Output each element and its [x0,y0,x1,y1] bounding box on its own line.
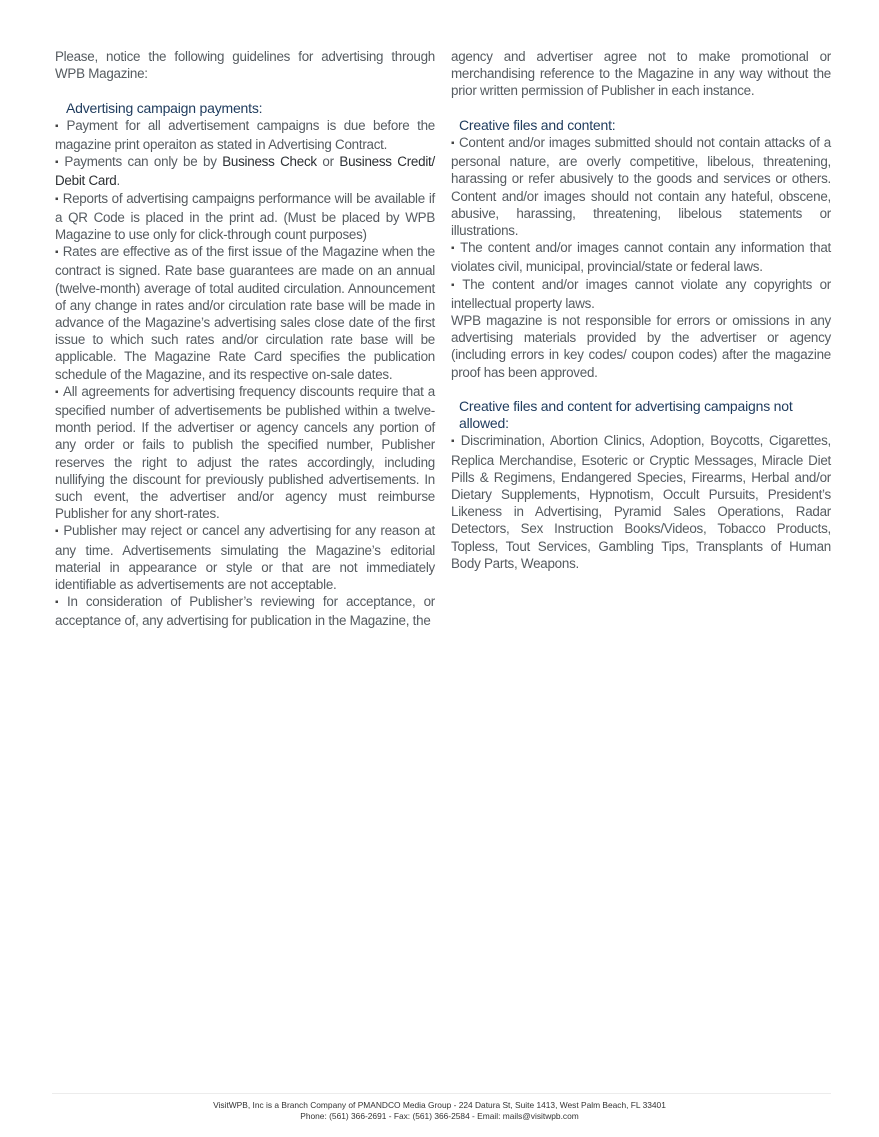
disclaimer-text: WPB magazine is not responsible for errors or omissions in any advertising materials provided by the advertiser or agency (including errors in key codes/ coupon codes) after the magazine proof has been approved. [451,313,831,380]
payment-methods-suffix: . [116,173,120,189]
payment-due-item: ▪ Payment for all advertisement campaigns is due before the magazine print operaiton as stated in Advertising Contract. [55,117,435,153]
payment-methods-item [55,153,435,189]
reject-item: ▪ Publisher may reject or cancel any advertising for any reason at any time. Advertisements simulating the Magazine’s editorial material in appearance or style or that are not immediately identifiable as advertisements are not acceptable. [55,522,435,593]
rates-item: ▪ Rates are effective as of the first issue of the Magazine when the contract is signed. Rate base guarantees are made on an annual (twelve-month) average of total audited circulation. Announcement of any change in rates and/or circulation rate base will be made in advance of the Magazine’s advertising sales close date of the first issue to which such rates and/or circulation rate base will be applicable. The Magazine Rate Card specifies the publication schedule of the Magazine, and its respective on-sale dates. [55,243,435,383]
footer-contact-line: Phone: (561) 366-2691 - Fax: (561) 366-2584 - Email: mails@visitwpb.com [300,1111,579,1121]
payment-methods-joiner: or [316,154,340,170]
consideration-continued: agency and advertiser agree not to make promotional or merchandising reference to the Magazine in any way without the prior written permission of Publisher in each instance. [451,49,831,99]
reports-item: ▪ Reports of advertising campaigns performance will be available if a QR Code is placed in the print ad. (Must be placed by WPB Magazine to use only for click-through count purposes) [55,190,435,244]
payment-method-check: Business Check [222,154,317,170]
creative-item: ▪ The content and/or images cannot violate any copyrights or intellectual property laws. [451,276,831,312]
not-allowed-heading: Creative files and content for advertising campaigns not allowed: [459,398,793,432]
spacer [451,381,831,398]
consideration-item: ▪ In consideration of Publisher’s reviewing for acceptance, or acceptance of, any advertising for publication in the Magazine, the [55,593,435,629]
spacer [451,100,831,117]
creative-item: ▪ Content and/or images submitted should not contain attacks of a personal nature, are overly competitive, libelous, threatening, harassing or refer abusively to the goods and services or others. Content and/or images should not contain any hateful, obscene, abusive, harassing, threatening, libelous statements or illustrations. [451,134,831,239]
not-allowed-list: ▪ Discrimination, Abortion Clinics, Adoption, Boycotts, Cigarettes, Replica Merchandise, Esoteric or Cryptic Messages, Miracle Diet Pills & Regimens, Endangered Species, Firearms, Herbal and/or Dietary Supplements, Hypnotism, Occult Pursuits, President’s Likeness in Advertising, Pyramid Sales Operations, Radar Detectors, Sex Instruction Books/Videos, Tobacco Products, Topless, Tout Services, Gambling Tips, Transplants of Human Body Parts, Weapons. [451,432,831,572]
payment-method-card: Business Credit/ Debit Card [55,154,435,189]
left-column [55,48,435,630]
spacer [55,82,435,99]
payment-methods-prefix: Payments can only be by [64,154,223,170]
footer [0,1100,879,1122]
creative-heading: Creative files and content: [459,116,616,133]
right-column [451,48,831,572]
creative-item: ▪ The content and/or images cannot contain any information that violates civil, municipal, provincial/state or federal laws. [451,239,831,275]
intro-text: Please, notice the following guidelines for advertising through WPB Magazine: [55,49,435,82]
frequency-item: ▪ All agreements for advertising frequency discounts require that a specified number of advertisements be published within a twelve-month period. If the advertiser or agency cancels any portion of any order or fails to publish the specified number, Publisher reserves the right to adjust the rates accordingly, including nullifying the discount for previously published advertisements. In such event, the advertiser and/or agency must reimburse Publisher for any short-rates. [55,383,435,523]
payments-heading: Advertising campaign payments: [66,99,263,116]
footer-divider [52,1093,831,1094]
footer-company-line: VisitWPB, Inc is a Branch Company of PMANDCO Media Group - 224 Datura St, Suite 1413, West Palm Beach, FL 33401 [213,1100,666,1110]
